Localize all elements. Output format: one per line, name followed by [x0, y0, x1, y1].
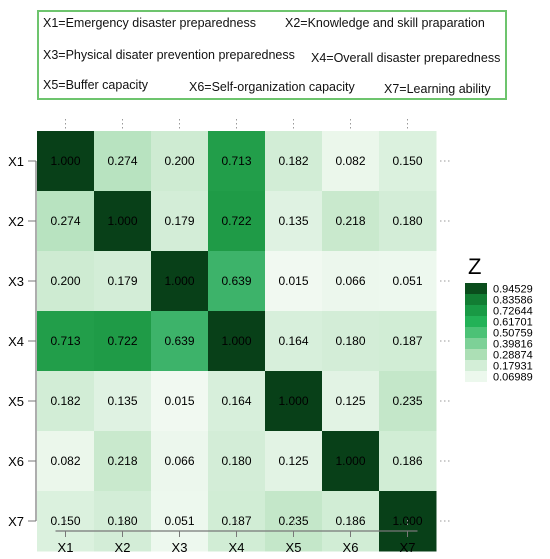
- cell-value-label: 1.000: [50, 154, 81, 168]
- cell-value-label: 0.051: [392, 274, 423, 288]
- legend-x5: X5=Buffer capacity: [43, 78, 149, 92]
- legend-x3: X3=Physical disater prevention preparedness: [43, 48, 295, 62]
- cell-value-label: 0.200: [164, 154, 195, 168]
- colorbar-level-label: 0.83586: [493, 294, 533, 307]
- colorbar: [465, 254, 533, 384]
- cell-value-label: 0.150: [392, 154, 423, 168]
- cell-value-label: 0.722: [107, 334, 138, 348]
- cell-value-label: 0.200: [50, 274, 81, 288]
- cell-value-label: 0.125: [335, 394, 366, 408]
- colorbar-swatch: [465, 316, 487, 327]
- legend-x6: X6=Self-organization capacity: [189, 80, 355, 94]
- cell-value-label: 0.235: [278, 514, 309, 528]
- y-tick-label: X4: [8, 334, 24, 349]
- cell-value-label: 0.180: [335, 334, 366, 348]
- cell-value-label: 0.015: [164, 394, 195, 408]
- cell-value-label: 0.274: [107, 154, 138, 168]
- cell-value-label: 0.164: [278, 334, 309, 348]
- legend-x1: X1=Emergency disaster preparedness: [43, 16, 256, 30]
- x-tick-label: X2: [114, 540, 131, 555]
- colorbar-level-label: 0.72644: [493, 305, 533, 318]
- cell-value-label: 0.186: [392, 454, 423, 468]
- cell-value-label: 0.150: [50, 514, 81, 528]
- cell-value-label: 0.180: [221, 454, 252, 468]
- cell-value-label: 0.187: [221, 514, 252, 528]
- cell-value-label: 0.182: [278, 154, 309, 168]
- legend-x4: X4=Overall disaster preparedness: [311, 51, 501, 65]
- cell-value-label: 0.179: [164, 214, 195, 228]
- colorbar-level-label: 0.17931: [493, 360, 533, 373]
- y-tick-label: X6: [8, 454, 24, 469]
- cell-value-label: 0.082: [335, 154, 366, 168]
- cell-value-label: 0.218: [335, 214, 366, 228]
- colorbar-level-label: 0.06989: [493, 371, 533, 384]
- colorbar-level-label: 0.39816: [493, 338, 533, 351]
- y-tick-label: X1: [8, 154, 24, 169]
- x-tick-label: X6: [342, 540, 359, 555]
- colorbar-title: Z: [468, 254, 482, 279]
- cell-value-label: 0.066: [335, 274, 366, 288]
- cell-value-label: 0.218: [107, 454, 138, 468]
- cell-value-label: 0.235: [392, 394, 423, 408]
- cell-value-label: 1.000: [221, 334, 252, 348]
- cell-value-label: 0.187: [392, 334, 423, 348]
- colorbar-swatch: [465, 360, 487, 371]
- cell-value-label: 0.051: [164, 514, 195, 528]
- x-tick-label: X4: [228, 540, 245, 555]
- cell-value-label: 0.713: [50, 334, 81, 348]
- colorbar-level-label: 0.50759: [493, 327, 533, 340]
- cell-value-label: 0.125: [278, 454, 309, 468]
- cell-value-label: 1.000: [107, 214, 138, 228]
- cell-value-label: 1.000: [278, 394, 309, 408]
- cell-value-label: 0.164: [221, 394, 252, 408]
- x-tick-label: X7: [399, 540, 416, 555]
- cell-value-label: 1.000: [335, 454, 366, 468]
- cell-value-label: 0.015: [278, 274, 309, 288]
- cell-value-label: 0.179: [107, 274, 138, 288]
- colorbar-level-label: 0.28874: [493, 349, 533, 362]
- cell-value-label: 1.000: [164, 274, 195, 288]
- cell-value-label: 0.186: [335, 514, 366, 528]
- cell-value-label: 0.180: [107, 514, 138, 528]
- cell-value-label: 0.182: [50, 394, 81, 408]
- cell-value-label: 0.066: [164, 454, 195, 468]
- y-tick-label: X7: [8, 514, 24, 529]
- colorbar-level-label: 0.94529: [493, 283, 533, 296]
- cell-value-label: 0.639: [164, 334, 195, 348]
- x-tick-label: X5: [285, 540, 302, 555]
- y-tick-label: X3: [8, 274, 24, 289]
- cell-value-label: 0.180: [392, 214, 423, 228]
- cell-value-label: 0.082: [50, 454, 81, 468]
- colorbar-swatch: [465, 338, 487, 349]
- colorbar-swatch: [465, 349, 487, 360]
- colorbar-swatch: [465, 371, 487, 382]
- colorbar-swatch: [465, 305, 487, 316]
- cell-value-label: 0.135: [278, 214, 309, 228]
- x-tick-label: X1: [57, 540, 74, 555]
- y-tick-label: X2: [8, 214, 24, 229]
- cell-value-label: 1.000: [392, 514, 423, 528]
- y-tick-label: X5: [8, 394, 24, 409]
- x-tick-label: X3: [171, 540, 188, 555]
- colorbar-swatch: [465, 327, 487, 338]
- colorbar-swatch: [465, 294, 487, 305]
- cell-value-label: 0.274: [50, 214, 81, 228]
- cell-value-label: 0.722: [221, 214, 252, 228]
- colorbar-level-label: 0.61701: [493, 316, 533, 329]
- cell-value-label: 0.713: [221, 154, 252, 168]
- cell-value-label: 0.135: [107, 394, 138, 408]
- colorbar-swatch: [465, 283, 487, 294]
- cell-value-label: 0.639: [221, 274, 252, 288]
- legend-x7: X7=Learning ability: [384, 82, 491, 96]
- legend-x2: X2=Knowledge and skill praparation: [285, 16, 485, 30]
